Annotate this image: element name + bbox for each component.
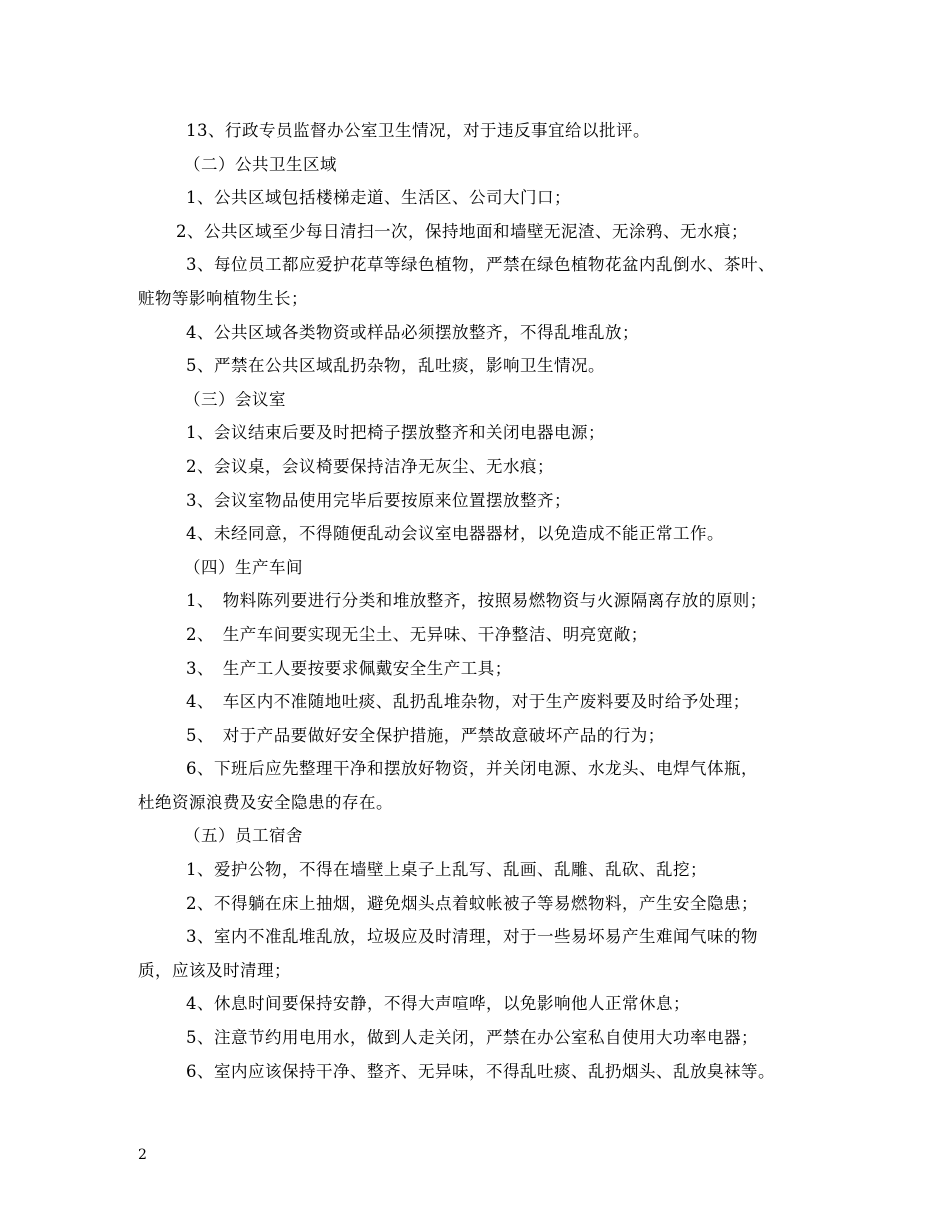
text-line: 2、公共区域至少每日清扫一次，保持地面和墙壁无泥渣、无涂鸦、无水痕； [176, 221, 748, 241]
text-line: 赃物等影响植物生长； [138, 288, 308, 308]
text-line: 1、爱护公物，不得在墙壁上桌子上乱写、乱画、乱雕、乱砍、乱挖； [186, 860, 707, 880]
text-line: 杜绝资源浪费及安全隐患的存在。 [138, 792, 393, 812]
text-line: 5、注意节约用电用水，做到人走关闭，严禁在办公室私自使用大功率电器； [186, 1028, 758, 1048]
text-line: （四）生产车间 [184, 557, 303, 577]
text-line: 6、室内应该保持干净、整齐、无异味，不得乱吐痰、乱扔烟头、乱放臭袜等。 [186, 1061, 775, 1081]
text-line: （三）会议室 [184, 389, 286, 409]
text-line: 2、会议桌，会议椅要保持洁净无灰尘、无水痕； [186, 456, 554, 476]
text-line: 4、 车区内不准随地吐痰、乱扔乱堆杂物，对于生产废料要及时给予处理； [186, 692, 750, 712]
page-number: 2 [138, 1147, 147, 1163]
text-line: 质，应该及时清理； [138, 960, 291, 980]
text-line: 1、 物料陈列要进行分类和堆放整齐，按照易燃物资与火源隔离存放的原则； [186, 591, 767, 611]
text-line: 13、行政专员监督办公室卫生情况，对于违反事宜给以批评。 [186, 121, 650, 140]
text-line: （五）员工宿舍 [184, 826, 303, 846]
text-line: 1、公共区域包括楼梯走道、生活区、公司大门口； [186, 188, 571, 208]
text-line: 5、严禁在公共区域乱扔杂物，乱吐痰，影响卫生情况。 [186, 356, 605, 376]
text-line: 1、会议结束后要及时把椅子摆放整齐和关闭电器电源； [186, 423, 605, 443]
text-line: 3、会议室物品使用完毕后要按原来位置摆放整齐； [186, 490, 571, 510]
text-line: 2、 生产车间要实现无尘土、无异味、干净整洁、明亮宽敞； [186, 624, 648, 644]
text-line: 5、 对于产品要做好安全保护措施，严禁故意破坏产品的行为； [186, 725, 665, 745]
text-line: 4、公共区域各类物资或样品必须摆放整齐，不得乱堆乱放； [186, 322, 639, 342]
text-line: 3、 生产工人要按要求佩戴安全生产工具； [186, 658, 512, 678]
text-line: 2、不得躺在床上抽烟，避免烟头点着蚊帐被子等易燃物料，产生安全隐患； [186, 893, 758, 913]
text-line: 3、每位员工都应爱护花草等绿色植物，严禁在绿色植物花盆内乱倒水、茶叶、 [186, 255, 775, 275]
text-line: 6、下班后应先整理干净和摆放好物资，并关闭电源、水龙头、电焊气体瓶， [186, 759, 758, 779]
text-line: 3、室内不准乱堆乱放，垃圾应及时清理，对于一些易坏易产生难闻气味的物 [186, 927, 758, 947]
document-body [138, 114, 828, 1088]
text-line: 4、休息时间要保持安静，不得大声喧哗，以免影响他人正常休息； [186, 994, 690, 1014]
text-line: 4、未经同意，不得随便乱动会议室电器器材，以免造成不能正常工作。 [186, 524, 724, 544]
text-line: （二）公共卫生区域 [184, 154, 337, 174]
